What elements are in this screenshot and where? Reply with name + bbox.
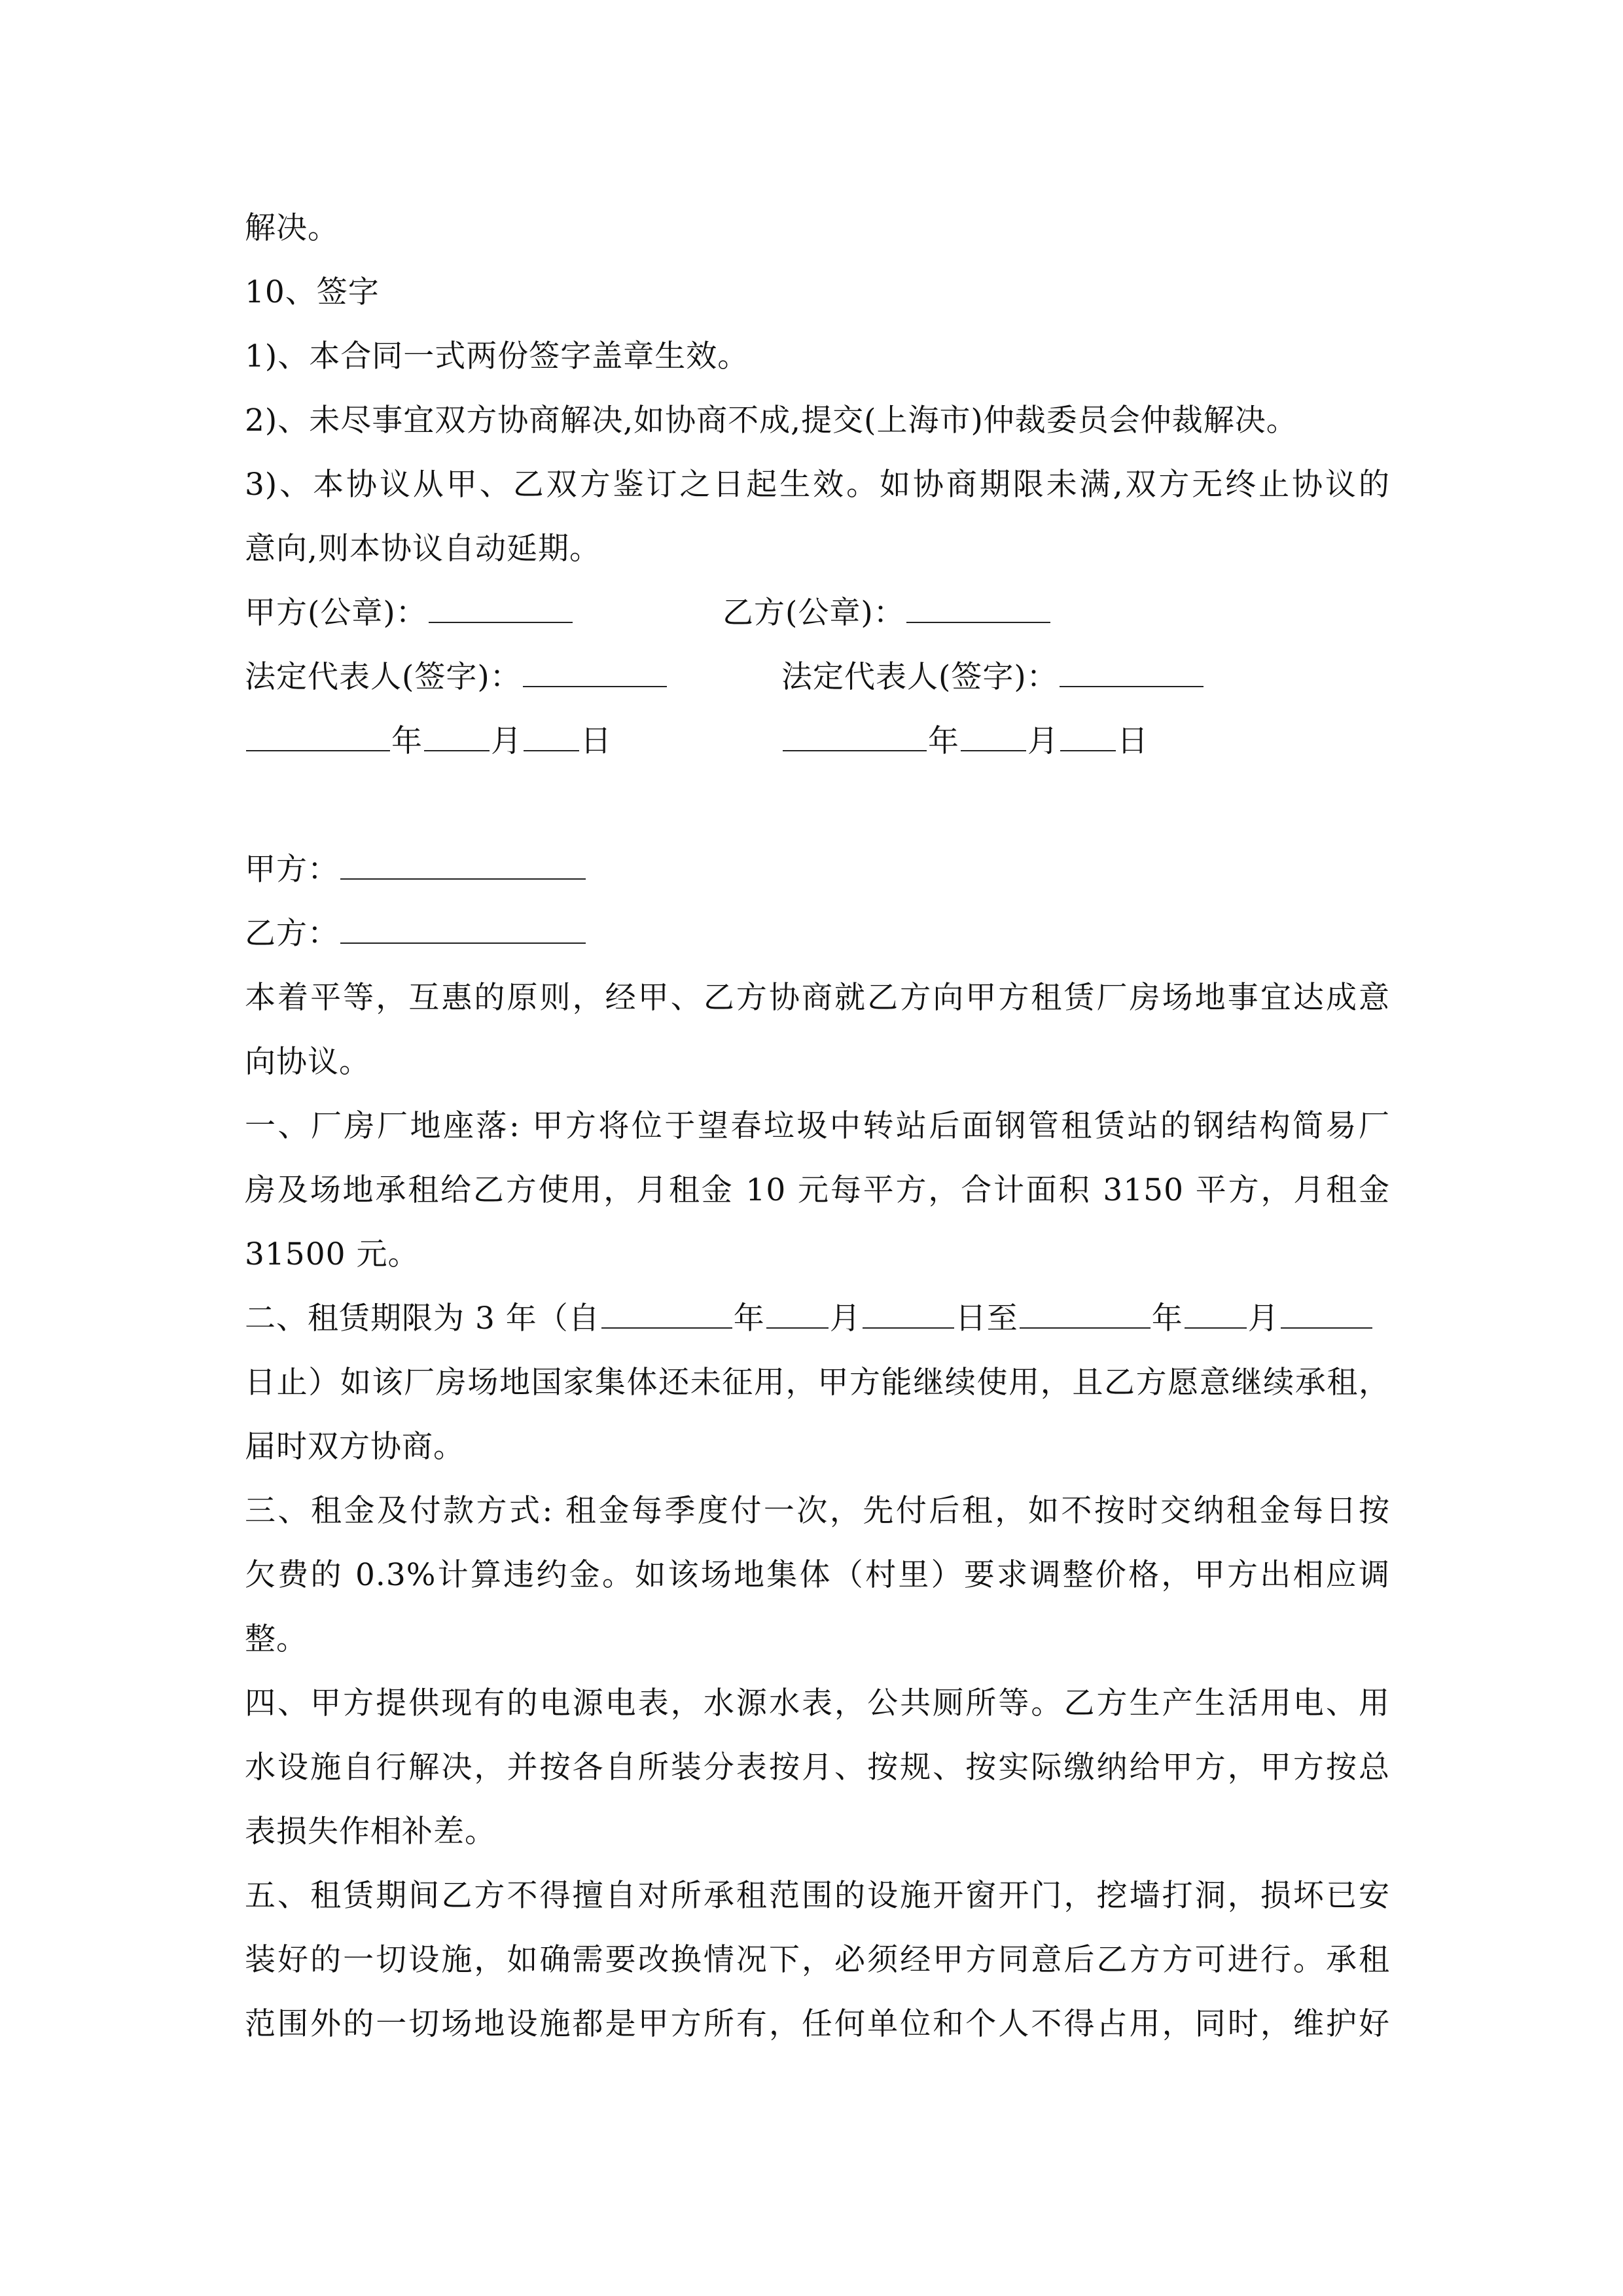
party-a-seal-blank bbox=[429, 598, 573, 623]
date-b-month-label: 月 bbox=[1027, 723, 1059, 759]
paragraph-line: 房及场地承租给乙方使用，月租金 10 元每平方，合计面积 3150 平方，月租金 bbox=[245, 1172, 1390, 1208]
lease-start-day-to-label: 日至 bbox=[955, 1300, 1018, 1336]
date-b-month-blank bbox=[961, 726, 1026, 751]
lease-start-month-label: 月 bbox=[829, 1300, 861, 1336]
rep-b-label: 法定代表人(签字)： bbox=[781, 659, 1058, 695]
party-b-seal-label: 乙方(公章)： bbox=[722, 595, 905, 631]
text-line: 1)、本合同一式两份签字盖章生效。 bbox=[245, 338, 749, 374]
lease-term-prefix: 二、租赁期限为 3 年（自 bbox=[245, 1300, 600, 1336]
party-a-blank bbox=[340, 855, 586, 880]
party-b-blank bbox=[340, 919, 586, 944]
lease-start-year-label: 年 bbox=[733, 1300, 765, 1336]
text-line: 意向,则本协议自动延期。 bbox=[245, 531, 601, 567]
paragraph-line: 本着平等，互惠的原则，经甲、乙方协商就乙方向甲方租赁厂房场地事宜达成意 bbox=[245, 980, 1390, 1016]
lease-end-month-label: 月 bbox=[1247, 1300, 1279, 1336]
paragraph-line: 向协议。 bbox=[245, 1044, 370, 1080]
lease-end-year-blank bbox=[1020, 1304, 1150, 1329]
party-b-line bbox=[245, 902, 1390, 966]
date-row bbox=[245, 709, 1390, 774]
lease-start-month-blank bbox=[766, 1304, 829, 1329]
date-a-month-blank bbox=[424, 726, 490, 751]
party-b-seal bbox=[722, 581, 1052, 645]
paragraph-line: 范围外的一切场地设施都是甲方所有，任何单位和个人不得占用，同时，维护好 bbox=[245, 2006, 1390, 2042]
party-b-seal-blank bbox=[906, 598, 1050, 623]
text-line: 解决。 bbox=[245, 210, 339, 246]
paragraph-line: 日止）如该厂房场地国家集体还未征用，甲方能继续使用，且乙方愿意继续承租， bbox=[245, 1365, 1390, 1401]
lease-end-month-blank bbox=[1185, 1304, 1247, 1329]
lease-start-day-blank bbox=[863, 1304, 954, 1329]
paragraph-line: 欠费的 0.3%计算违约金。如该场地集体（村里）要求调整价格，甲方出相应调 bbox=[245, 1557, 1390, 1593]
date-a-year-label: 年 bbox=[391, 723, 423, 759]
text-line: 2)、未尽事宜双方协商解决,如协商不成,提交(上海市)仲裁委员会仲裁解决。 bbox=[245, 403, 1298, 439]
paragraph-line: 一、厂房厂地座落: 甲方将位于望春垃圾中转站后面钢管租赁站的钢结构简易厂 bbox=[245, 1108, 1390, 1144]
date-b-year-label: 年 bbox=[928, 723, 959, 759]
rep-b bbox=[781, 645, 1205, 709]
section-heading-signature: 10、签字 bbox=[245, 274, 380, 310]
spacer bbox=[245, 774, 1390, 838]
document-content bbox=[245, 196, 1390, 2056]
paragraph-line: 五、租赁期间乙方不得擅自对所承租范围的设施开窗开门，挖墙打洞，损坏已安 bbox=[245, 1878, 1390, 1914]
lease-start-year-blank bbox=[601, 1304, 732, 1329]
lease-end-day-blank bbox=[1281, 1304, 1372, 1329]
paragraph-line: 四、甲方提供现有的电源电表，水源水表，公共厕所等。乙方生产生活用电、用 bbox=[245, 1685, 1390, 1721]
party-a-seal bbox=[245, 581, 722, 645]
rep-a-blank bbox=[523, 662, 667, 687]
paragraph-line: 表损失作相补差。 bbox=[245, 1814, 496, 1850]
lease-end-year-label: 年 bbox=[1151, 1300, 1183, 1336]
date-b-year-blank bbox=[783, 726, 927, 751]
date-b-day-blank bbox=[1060, 726, 1116, 751]
rep-a bbox=[245, 645, 781, 709]
party-b-label: 乙方： bbox=[245, 916, 339, 952]
text-line: 3)、本协议从甲、乙双方鉴订之日起生效。如协商期限未满,双方无终止协议的 bbox=[245, 467, 1390, 503]
rep-a-label: 法定代表人(签字)： bbox=[245, 659, 522, 695]
paragraph-line: 三、租金及付款方式: 租金每季度付一次，先付后租，如不按时交纳租金每日按 bbox=[245, 1493, 1390, 1529]
date-a-year-blank bbox=[246, 726, 390, 751]
party-a-label: 甲方： bbox=[245, 852, 339, 888]
representative-row bbox=[245, 645, 1390, 709]
paragraph-line: 装好的一切设施，如确需要改换情况下，必须经甲方同意后乙方方可进行。承租 bbox=[245, 1942, 1390, 1978]
party-a-seal-label: 甲方(公章)： bbox=[245, 595, 427, 631]
date-a-day-blank bbox=[524, 726, 579, 751]
paragraph-line: 31500 元。 bbox=[245, 1236, 419, 1272]
lease-term-line bbox=[245, 1287, 1390, 1351]
seal-row bbox=[245, 581, 1390, 645]
date-a-day-label: 日 bbox=[580, 723, 612, 759]
date-a bbox=[245, 709, 781, 774]
paragraph-line: 水设施自行解决，并按各自所装分表按月、按规、按实际缴纳给甲方，甲方按总 bbox=[245, 1749, 1390, 1785]
date-a-month-label: 月 bbox=[491, 723, 522, 759]
party-a-line bbox=[245, 838, 1390, 902]
paragraph-line: 整。 bbox=[245, 1621, 308, 1657]
date-b bbox=[781, 709, 1149, 774]
date-b-day-label: 日 bbox=[1117, 723, 1149, 759]
paragraph-line: 届时双方协商。 bbox=[245, 1429, 465, 1465]
rep-b-blank bbox=[1060, 662, 1204, 687]
